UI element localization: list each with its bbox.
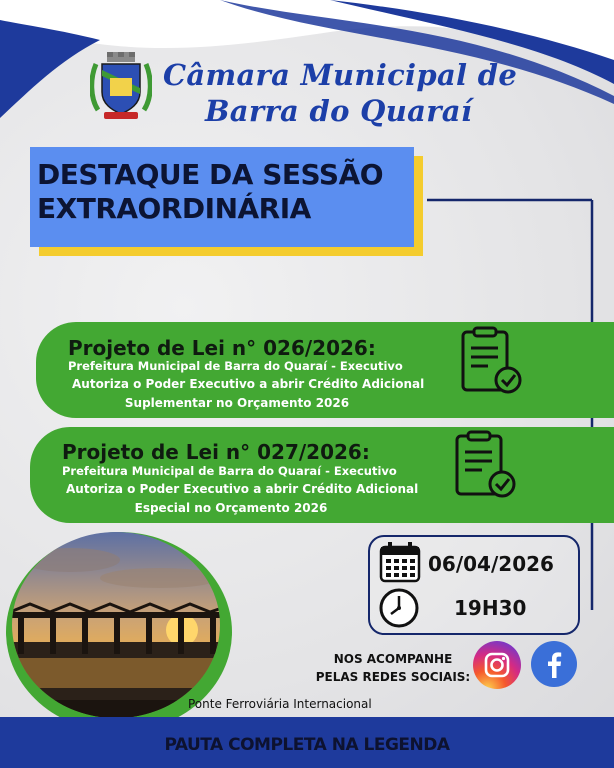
project-title: Projeto de Lei n° 026/2026: (68, 336, 376, 360)
social-follow-line2: PELAS REDES SOCIAIS: (315, 670, 471, 684)
project-author: Prefeitura Municipal de Barra do Quaraí - Executivo (68, 359, 403, 373)
header-title-line2: Barra do Quaraí (205, 94, 473, 128)
project-description-line1: Autoriza o Poder Executivo a abrir Crédito Adicional (72, 377, 425, 391)
project-author: Prefeitura Municipal de Barra do Quaraí - Executivo (62, 464, 397, 478)
clipboard-check-icon (458, 326, 522, 396)
project-description-line2: Suplementar no Orçamento 2026 (124, 396, 350, 410)
coat-of-arms-logo (90, 48, 152, 126)
session-time: 19H30 (454, 596, 527, 620)
headline-line1: DESTAQUE DA SESSÃO (37, 158, 384, 191)
instagram-icon[interactable] (472, 640, 522, 690)
social-follow-line1: NOS ACOMPANHE (333, 652, 453, 666)
session-date: 06/04/2026 (428, 552, 554, 576)
project-description-line2: Especial no Orçamento 2026 (134, 501, 328, 515)
headline-line2: EXTRAORDINÁRIA (37, 192, 311, 225)
clock-icon (378, 587, 420, 629)
clipboard-check-icon (452, 430, 516, 500)
header-title-line1: Câmara Municipal de (163, 58, 518, 92)
footer-text: PAUTA COMPLETA NA LEGENDA (164, 735, 450, 755)
photo-caption: Ponte Ferroviária Internacional (188, 697, 372, 711)
calendar-icon (378, 540, 422, 584)
project-title: Projeto de Lei n° 027/2026: (62, 440, 370, 464)
project-description-line1: Autoriza o Poder Executivo a abrir Crédito Adicional (66, 482, 419, 496)
facebook-icon[interactable] (530, 640, 578, 688)
bridge-sunset-photo (10, 530, 222, 720)
